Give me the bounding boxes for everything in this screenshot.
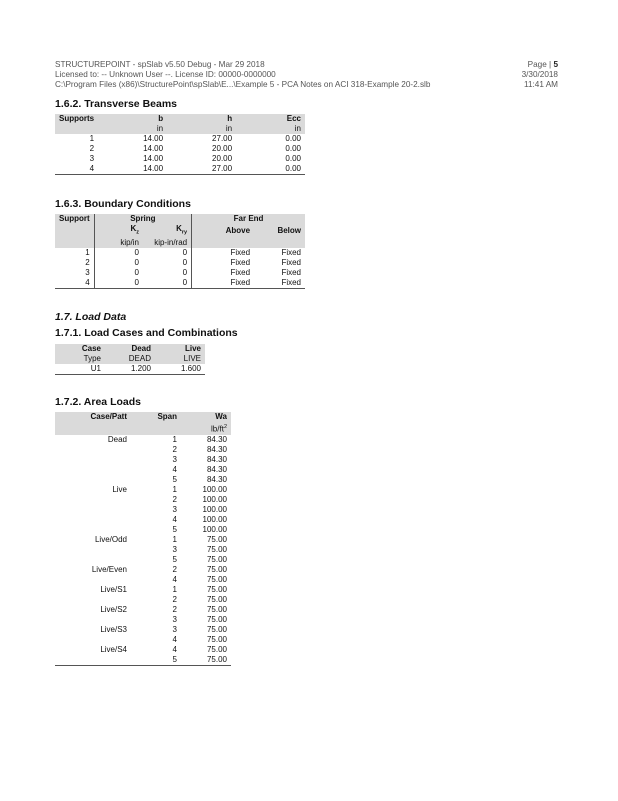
cell-case-patt: Live/S1	[100, 584, 127, 594]
table-row	[55, 445, 231, 455]
cell-case-patt: Live/S2	[100, 604, 127, 614]
cell-case-patt	[55, 515, 131, 525]
report-date: 3/30/2018	[521, 70, 558, 79]
table-units-row	[55, 422, 231, 435]
table-row	[55, 248, 305, 258]
section-title-transverse-beams: 1.6.2. Transverse Beams	[55, 98, 178, 110]
cell-below: Fixed	[254, 278, 305, 289]
table-row	[55, 645, 231, 655]
load-cases-table	[55, 344, 205, 375]
cell-below: Fixed	[281, 267, 301, 277]
cell-span: 4	[172, 514, 177, 524]
table-subheader-row	[55, 224, 305, 238]
cell-case-patt	[55, 525, 131, 535]
cell-case-patt: Live/S3	[100, 624, 127, 634]
cell-case-patt	[55, 505, 131, 515]
col-header-span: Span	[131, 412, 181, 422]
table-row	[55, 525, 231, 535]
col-header-kry: $K_{ry}$	[143, 224, 192, 238]
area-loads-body	[55, 435, 231, 666]
cell-below: Fixed	[281, 257, 301, 267]
cell-span: 2	[172, 604, 177, 614]
cell-support: 2	[89, 144, 95, 153]
cell-support: 2	[55, 258, 94, 268]
table-row	[55, 555, 231, 565]
cell-b: 14.00	[143, 144, 164, 153]
cell-wa: 75.00	[206, 584, 227, 594]
cell-case-patt	[55, 575, 131, 585]
table-row	[55, 154, 305, 164]
cell-wa: 75.00	[206, 604, 227, 614]
table-type-row	[55, 354, 205, 364]
table-row	[55, 435, 231, 445]
cell-kz: 0	[134, 267, 139, 277]
table-row	[55, 144, 305, 154]
table-row	[55, 465, 231, 475]
cell-span: 5	[172, 554, 177, 564]
cell-wa: 75.00	[206, 634, 227, 644]
cell-span: 2	[172, 564, 177, 574]
cell-wa: 84.30	[206, 434, 227, 444]
col-header-case: Case	[55, 344, 105, 354]
type-label: Type	[55, 354, 105, 364]
cell-case-patt	[55, 595, 131, 605]
cell-ecc: 0.00	[236, 164, 305, 175]
cell-kry: 0	[143, 268, 192, 278]
table-row	[55, 475, 231, 485]
cell-case-patt	[55, 655, 131, 666]
table-row	[55, 545, 231, 555]
cell-wa: 84.30	[206, 464, 227, 474]
cell-wa: 75.00	[206, 544, 227, 554]
cell-case-patt	[55, 615, 131, 625]
cell-dead-factor: 1.200	[105, 364, 155, 375]
table-row	[55, 134, 305, 144]
table-row	[55, 655, 231, 666]
col-header-above: Above	[192, 224, 254, 238]
cell-kry: 0	[143, 278, 192, 289]
cell-wa: 75.00	[206, 614, 227, 624]
cell-wa: 100.00	[202, 504, 227, 514]
cell-case-patt	[55, 475, 131, 485]
col-header-spring: Spring	[94, 214, 191, 224]
cell-span: 4	[172, 634, 177, 644]
transverse-beams-table	[55, 114, 305, 175]
table-row	[55, 495, 231, 505]
cell-h: 27.00	[212, 134, 233, 143]
cell-h: 20.00	[212, 154, 233, 163]
cell-wa: 100.00	[202, 524, 227, 534]
cell-b: 14.00	[143, 134, 164, 143]
col-header-support: Support	[55, 214, 94, 224]
cell-below: Fixed	[281, 247, 301, 257]
col-header-case-patt: Case/Patt	[55, 412, 131, 422]
table-row	[55, 278, 305, 289]
table-units-row	[55, 238, 305, 248]
header-file-path: C:\Program Files (x86)\StructurePoint\spSlab\E...\Example 5 - PCA Notes on ACI 318-Example 20-2.slb	[55, 80, 431, 89]
unit-b: in	[98, 124, 167, 134]
table-row	[55, 268, 305, 278]
cell-case-patt: Dead	[107, 434, 127, 444]
cell-case-patt	[55, 445, 131, 455]
report-header-right	[522, 60, 558, 90]
cell-wa: 100.00	[202, 494, 227, 504]
cell-above: Fixed	[192, 278, 254, 289]
cell-support: 3	[89, 154, 95, 163]
type-live: LIVE	[155, 354, 205, 364]
cell-span: 3	[172, 544, 177, 554]
table-row	[55, 485, 231, 495]
cell-wa: 75.00	[181, 655, 231, 666]
table-row	[55, 585, 231, 595]
cell-support: 1	[89, 134, 95, 143]
cell-span: 5	[172, 474, 177, 484]
cell-kry: 0	[143, 248, 192, 258]
cell-span: 1	[172, 534, 177, 544]
unit-wa: $lb/ft^2$	[181, 422, 231, 435]
cell-span: 5	[172, 524, 177, 534]
section-title-load-data: 1.7. Load Data	[55, 311, 127, 323]
cell-wa: 75.00	[206, 534, 227, 544]
cell-ecc: 0.00	[285, 144, 301, 153]
cell-wa: 75.00	[206, 644, 227, 654]
col-header-live: Live	[155, 344, 205, 354]
report-time: 11:41 AM	[524, 80, 558, 89]
cell-support: 4	[55, 164, 98, 175]
table-row	[55, 605, 231, 615]
area-loads-table	[55, 412, 231, 666]
page-number: 5	[553, 60, 558, 69]
table-row	[55, 164, 305, 175]
cell-wa: 84.30	[206, 474, 227, 484]
table-header-row	[55, 214, 305, 224]
col-header-wa: Wa	[181, 412, 231, 422]
table-row	[55, 595, 231, 605]
cell-span: 3	[172, 624, 177, 634]
cell-span: 3	[172, 614, 177, 624]
page-label: Page |	[527, 60, 554, 69]
table-header-row	[55, 344, 205, 354]
cell-b: 14.00	[143, 154, 164, 163]
unit-ecc: in	[236, 124, 305, 134]
cell-above: Fixed	[230, 267, 251, 277]
section-title-boundary-conditions: 1.6.3. Boundary Conditions	[55, 198, 191, 210]
col-header-b: b	[98, 114, 167, 124]
header-license-line: Licensed to: -- Unknown User --. License ID: 00000-0000000	[55, 70, 276, 79]
cell-wa: 75.00	[206, 574, 227, 584]
cell-span: 2	[172, 594, 177, 604]
cell-span: 1	[172, 584, 177, 594]
cell-wa: 75.00	[206, 564, 227, 574]
cell-h: 20.00	[212, 144, 233, 153]
cell-span: 1	[172, 434, 177, 444]
col-header-below: Below	[254, 224, 305, 238]
table-row	[55, 364, 205, 375]
cell-support: 4	[55, 278, 94, 289]
unit-supports	[55, 124, 98, 134]
table-row	[55, 258, 305, 268]
cell-span: 1	[172, 484, 177, 494]
cell-span: 2	[172, 444, 177, 454]
col-header-far-end: Far End	[192, 214, 305, 224]
cell-ecc: 0.00	[285, 134, 301, 143]
cell-wa: 75.00	[206, 624, 227, 634]
table-row	[55, 515, 231, 525]
table-row	[55, 535, 231, 545]
cell-kz: 0	[134, 247, 139, 257]
table-row	[55, 505, 231, 515]
unit-kz: kip/in	[94, 238, 143, 248]
section-title-area-loads: 1.7.2. Area Loads	[55, 396, 141, 408]
unit-kry: kip-in/rad	[143, 238, 192, 248]
cell-kry: 0	[143, 258, 192, 268]
page-indicator	[522, 60, 558, 70]
cell-above: Fixed	[230, 247, 251, 257]
table-row	[55, 575, 231, 585]
table-header-row	[55, 412, 231, 422]
table-row	[55, 455, 231, 465]
cell-kz: 0	[94, 278, 143, 289]
cell-wa: 100.00	[202, 514, 227, 524]
cell-kz: 0	[134, 257, 139, 267]
cell-case-patt	[55, 495, 131, 505]
col-header-h: h	[167, 114, 236, 124]
col-header-kz: $K_z$	[94, 224, 143, 238]
cell-span: 4	[172, 644, 177, 654]
cell-wa: 84.30	[206, 444, 227, 454]
cell-case-patt: Live/Odd	[94, 534, 127, 544]
table-units-row	[55, 124, 305, 134]
table-row	[55, 615, 231, 625]
section-title-load-cases: 1.7.1. Load Cases and Combinations	[55, 327, 238, 339]
cell-ecc: 0.00	[285, 154, 301, 163]
cell-b: 14.00	[98, 164, 167, 175]
cell-case-patt: Live/S4	[100, 644, 127, 654]
type-dead: DEAD	[105, 354, 155, 364]
cell-wa: 84.30	[206, 454, 227, 464]
cell-case-patt	[55, 465, 131, 475]
table-row	[55, 565, 231, 575]
cell-span: 5	[131, 655, 181, 666]
header-program-line: STRUCTUREPOINT - spSlab v5.50 Debug - Mar 29 2018	[55, 60, 265, 69]
table-row	[55, 625, 231, 635]
cell-above: Fixed	[230, 257, 251, 267]
cell-case-patt: Live/Even	[91, 564, 127, 574]
report-header-left	[55, 60, 430, 90]
col-header-supports: Supports	[55, 114, 98, 124]
cell-case-patt	[55, 555, 131, 565]
cell-support: 3	[55, 268, 94, 278]
cell-span: 3	[172, 454, 177, 464]
cell-span: 4	[172, 464, 177, 474]
cell-span: 4	[172, 574, 177, 584]
cell-wa: 75.00	[206, 554, 227, 564]
cell-case-patt	[55, 545, 131, 555]
col-header-dead: Dead	[105, 344, 155, 354]
cell-case-patt	[55, 635, 131, 645]
cell-span: 3	[172, 504, 177, 514]
unit-h: in	[167, 124, 236, 134]
cell-span: 2	[172, 494, 177, 504]
table-header-row	[55, 114, 305, 124]
cell-h: 27.00	[167, 164, 236, 175]
cell-case-patt: Live	[112, 484, 127, 494]
cell-support: 1	[55, 248, 94, 258]
cell-case: U1	[55, 364, 105, 375]
col-header-ecc: Ecc	[236, 114, 305, 124]
cell-case-patt	[55, 455, 131, 465]
table-row	[55, 635, 231, 645]
cell-wa: 100.00	[202, 484, 227, 494]
boundary-conditions-table	[55, 214, 305, 289]
cell-wa: 75.00	[206, 594, 227, 604]
cell-live-factor: 1.600	[155, 364, 205, 375]
